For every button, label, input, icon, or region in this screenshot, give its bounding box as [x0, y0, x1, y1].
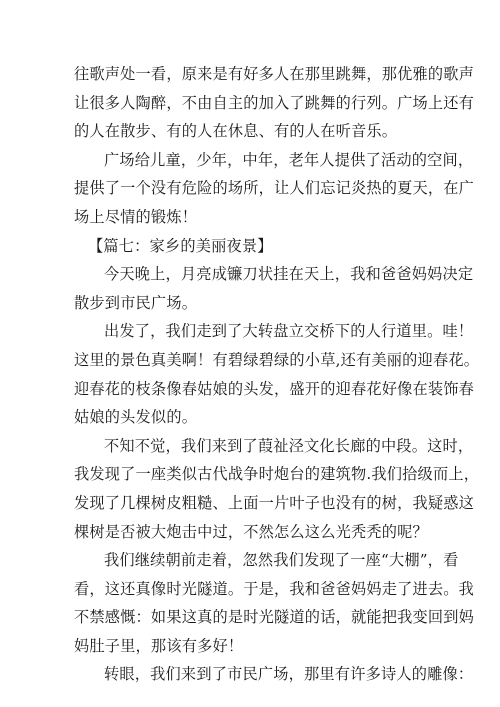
text-line: 发现了几棵树皮粗糙、上面一片叶子也没有的树，我疑惑这 [74, 493, 475, 512]
text-line: 让很多人陶醉，不由自主的加入了跳舞的行列。广场上还有 [74, 93, 475, 112]
text-line: 提供了一个没有危险的场所，让人们忘记炎热的夏天，在广 [74, 179, 475, 198]
text-line: 场上尽情的锻炼！ [74, 207, 198, 226]
text-line: 姑娘的头发似的。 [74, 408, 198, 427]
text-line: 的人在散步、有的人在休息、有的人在听音乐。 [74, 122, 398, 141]
text-line: 往歌声处一看，原来是有好多人在那里跳舞，那优雅的歌声 [74, 65, 475, 83]
document-body [74, 60, 480, 689]
text-line: 今天晚上，月亮成镰刀状挂在天上，我和爸爸妈妈决定 [104, 265, 474, 284]
text-line: 散步到市民广场。 [74, 293, 198, 312]
text-line: 广场给儿童，少年，中年，老年人提供了活动的空间， [104, 150, 474, 169]
text-line: 出发了，我们走到了大转盘立交桥下的人行道里。哇！ [104, 322, 474, 341]
text-line: 不禁感慨：如果这真的是时光隧道的话，就能把我变回到妈 [74, 608, 475, 627]
text-line: 我发现了一座类似古代战争时炮台的建筑物.我们拾级而上， [74, 465, 480, 484]
text-line: 转眼，我们来到了市民广场，那里有许多诗人的雕像： [104, 665, 474, 684]
section-heading: 【篇七：家乡的美丽夜景】 [88, 236, 273, 255]
text-line: 这里的景色真美啊！有碧绿碧绿的小草,还有美丽的迎春花。 [74, 350, 480, 369]
text-line: 我们继续朝前走着，忽然我们发现了一座“大棚”，看 [104, 551, 459, 570]
text-line: 看，这还真像时光隧道。于是，我和爸爸妈妈走了进去。我 [74, 579, 475, 598]
text-line: 妈肚子里，那该有多好！ [74, 636, 244, 655]
text-line: 不知不觉，我们来到了葭祉泾文化长廊的中段。这时， [104, 436, 474, 455]
text-line: 棵树是否被大炮击中过，不然怎么这么光秃秃的呢？ [74, 522, 428, 541]
text-line: 迎春花的枝条像春姑娘的头发，盛开的迎春花好像在装饰春 [74, 379, 475, 398]
